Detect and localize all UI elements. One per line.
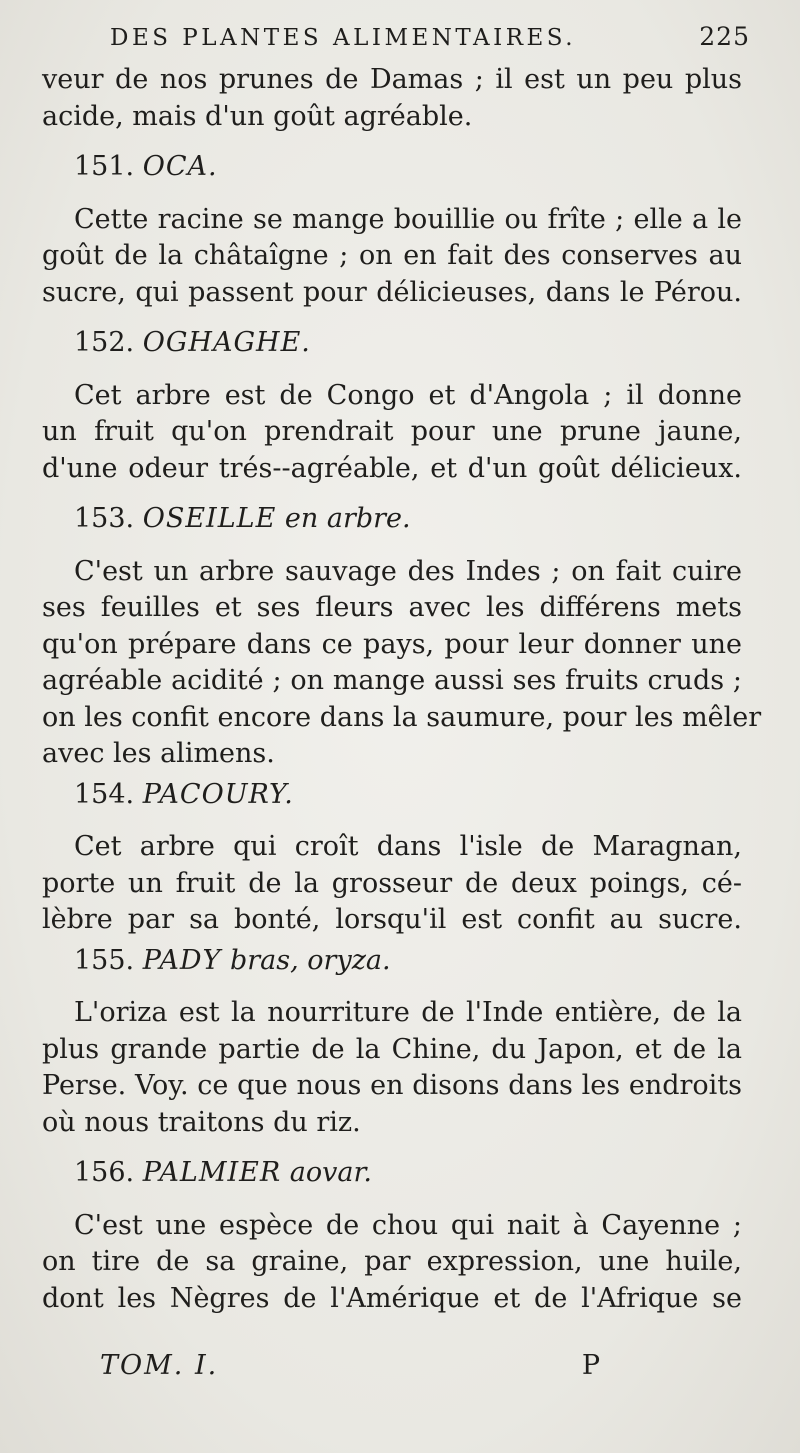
page-footer	[100, 1350, 600, 1381]
text-line: sucre, qui passent pour délicieuses, dans le Pérou.	[42, 276, 742, 308]
text-line: Cet arbre est de Congo et d'Angola ; il donne	[74, 379, 742, 411]
text-line: plus grande partie de la Chine, du Japon, et de la	[42, 1033, 742, 1065]
text-line: dont les Nègres de l'Amérique et de l'Afrique se	[42, 1282, 742, 1314]
text-line: veur de nos prunes de Damas ; il est un peu plus	[42, 64, 742, 95]
text-line: d'une odeur trés--agréable, et d'un goût délicieux.	[42, 452, 742, 484]
text-line: qu'on prépare dans ce pays, pour leur donner une	[42, 628, 742, 660]
entry-heading	[42, 149, 742, 186]
entry-name: OGHAGHE.	[142, 327, 311, 358]
signature-mark: P	[581, 1350, 600, 1381]
text-line: lèbre par sa bonté, lorsqu'il est confit au sucre.	[42, 904, 742, 935]
text-line: ses feuilles et ses fleurs avec les différens mets	[42, 592, 742, 623]
running-title: DES PLANTES ALIMENTAIRES.	[110, 25, 577, 51]
entry-156	[42, 1155, 742, 1317]
entry-subtitle: en arbre.	[284, 503, 411, 534]
entry-155	[42, 943, 742, 1142]
entry-number: 153.	[74, 503, 135, 534]
entry-heading	[42, 777, 742, 814]
entry-heading	[42, 501, 742, 538]
text-line: Cet arbre qui croît dans l'isle de Maragnan,	[74, 831, 742, 862]
entry-name: PACOURY.	[142, 778, 294, 810]
text-line: où nous traitons du riz.	[42, 1106, 361, 1138]
entry-152	[42, 325, 742, 487]
text-line: on tire de sa graine, par expression, une huile,	[42, 1246, 742, 1277]
text-line: Cette racine se mange bouillie ou frîte ; elle a le	[74, 203, 742, 235]
entry-number: 152.	[74, 327, 135, 358]
text-line: C'est une espèce de chou qui nait à Cayenne ;	[74, 1209, 742, 1241]
entry-subtitle: bras, oryza.	[229, 944, 391, 976]
text-line: acide, mais d'un goût agréable.	[42, 100, 473, 132]
page-body	[42, 62, 762, 1317]
text-line: on les confit encore dans la saumure, pour les mêler	[42, 701, 762, 733]
text-line: L'oriza est la nourriture de l'Inde entière, de la	[74, 997, 742, 1028]
entry-name: PADY	[142, 944, 222, 976]
text-line: porte un fruit de la grosseur de deux poings, cé-	[42, 867, 742, 899]
volume-mark: TOM. I.	[100, 1350, 219, 1381]
entry-subtitle: aovar.	[289, 1157, 373, 1188]
entry-heading	[42, 325, 742, 362]
entry-number: 151.	[74, 151, 135, 182]
entry-number: 154.	[74, 778, 135, 810]
text-line: agréable acidité ; on mange aussi ses fruits cruds ;	[42, 665, 742, 696]
entry-153	[42, 501, 762, 773]
entry-number: 155.	[74, 944, 135, 976]
entry-number: 156.	[74, 1157, 135, 1188]
text-line: avec les alimens.	[42, 738, 275, 769]
text-line: un fruit qu'on prendrait pour une prune jaune,	[42, 416, 742, 447]
text-line: Perse. Voy. ce que nous en disons dans les endroits	[42, 1070, 742, 1101]
entry-heading	[42, 1155, 742, 1192]
text-line: goût de la châtaîgne ; on en fait des conserves au	[42, 240, 742, 271]
entry-151	[42, 149, 742, 311]
text-line: C'est un arbre sauvage des Indes ; on fait cuire	[74, 555, 742, 587]
entry-name: OSEILLE	[142, 503, 277, 534]
running-header	[110, 22, 750, 58]
entry-name: OCA.	[142, 151, 218, 182]
entry-154	[42, 777, 742, 939]
entry-heading	[42, 943, 742, 980]
entry-name: PALMIER	[142, 1157, 282, 1188]
page-number: 225	[699, 22, 750, 51]
